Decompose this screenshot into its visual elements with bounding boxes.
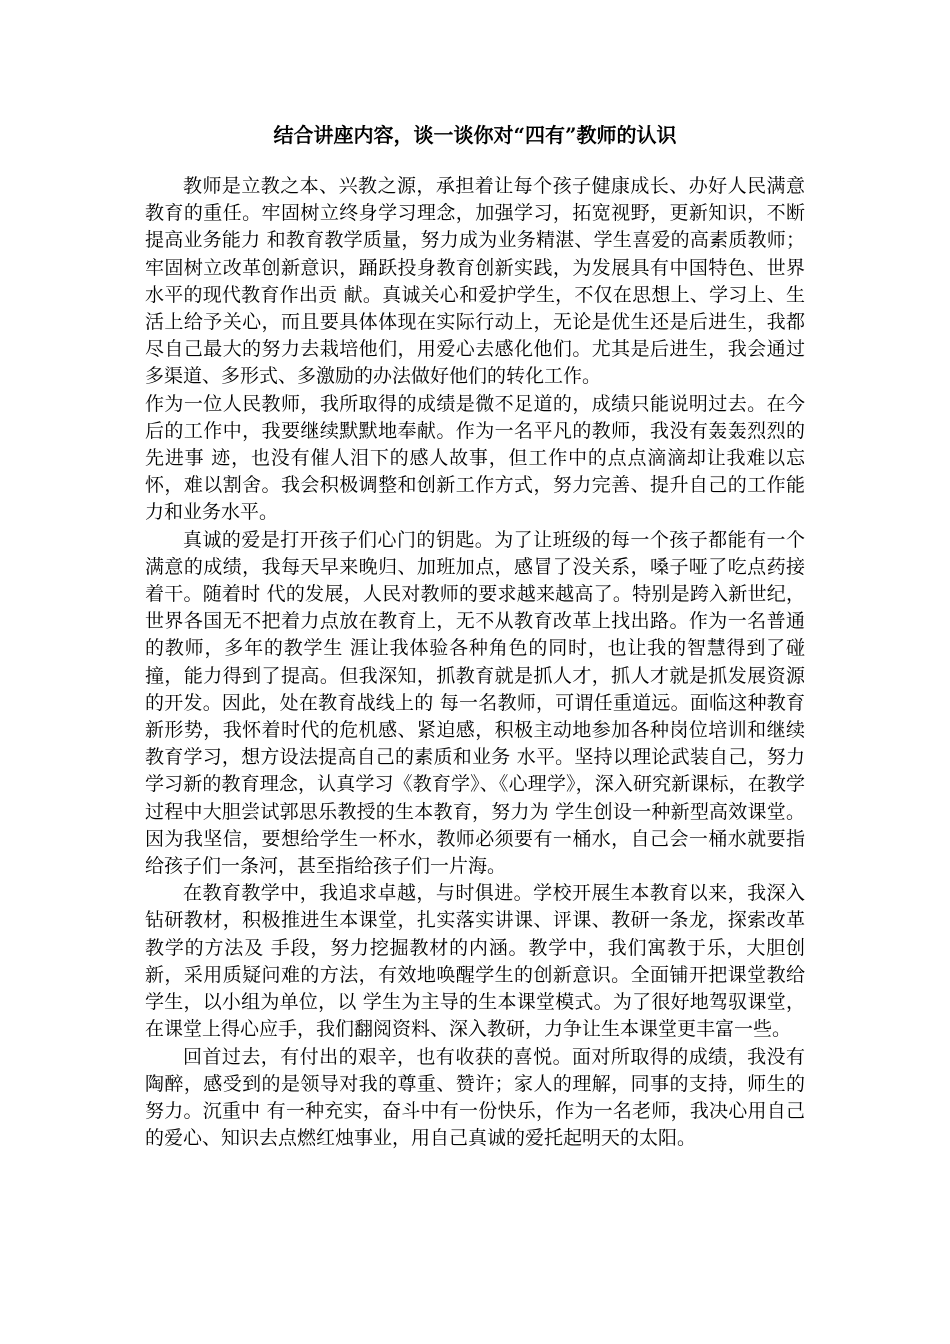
document-body xyxy=(145,173,805,1152)
paragraph: 作为一位人民教师，我所取得的成绩是微不足道的，成绩只能说明过去。在今后的工作中，我要继续默默地奉献。作为一名平凡的教师，我没有轰轰烈烈的先进事 迹，也没有催人泪下的感人故事，但工作中的点点滴滴却让我难以忘怀，难以割舍。我会积极调整和创新工作方式，努力完善、提升自己的工作能力和业务水平。 xyxy=(145,392,805,524)
document-title: 结合讲座内容，谈一谈你对“四有”教师的认识 xyxy=(273,123,677,147)
paragraph: 在教育教学中，我追求卓越，与时俱进。学校开展生本教育以来，我深入钻研教材，积极推进生本课堂，扎实落实讲课、评课、教研一条龙，探索改革教学的方法及 手段，努力挖掘教材的内涵。教学中，我们寓教于乐，大胆创新，采用质疑问难的方法，有效地唤醒学生的创新意识。全面铺开把课堂教给学生，以小组为单位，以 学生为主导的生本课堂模式。为了很好地驾驭课堂，在课堂上得心应手，我们翻阅资料、深入教研，力争让生本课堂更丰富一些。 xyxy=(145,882,805,1041)
paragraph: 回首过去，有付出的艰辛，也有收获的喜悦。面对所取得的成绩，我没有陶醉，感受到的是领导对我的尊重、赞许；家人的理解，同事的支持，师生的努力。沉重中 有一种充实，奋斗中有一份快乐，作为一名老师，我决心用自己的爱心、知识去点燃红烛事业，用自己真诚的爱托起明天的太阳。 xyxy=(145,1045,805,1150)
paragraph: 真诚的爱是打开孩子们心门的钥匙。为了让班级的每一个孩子都能有一个满意的成绩，我每天早来晚归、加班加点，感冒了没关系，嗓子哑了吃点药接着干。随着时 代的发展，人民对教师的要求越来越高了。特别是跨入新世纪，世界各国无不把着力点放在教育上，无不从教育改革上找出路。作为一名普通的教师，多年的教学生 涯让我体验各种角色的同时，也让我的智慧得到了碰撞，能力得到了提高。但我深知，抓教育就是抓人才，抓人才就是抓发展资源的开发。因此，处在教育战线上的 每一名教师，可谓任重道远。面临这种教育新形势，我怀着时代的危机感、紧迫感，积极主动地参加各种岗位培训和继续教育学习，想方设法提高自己的素质和业务 水平。坚持以理论武装自己，努力学习新的教育理念，认真学习《教育学》、《心理学》，深入研究新课标，在教学过程中大胆尝试郭思乐教授的生本教育，努力为 学生创设一种新型高效课堂。因为我坚信，要想给学生一杯水，教师必须要有一桶水，自己会一桶水就要指给孩子们一条河，甚至指给孩子们一片海。 xyxy=(145,528,805,878)
paragraph: 教师是立教之本、兴教之源，承担着让每个孩子健康成长、办好人民满意教育的重任。牢固树立终身学习理念，加强学习，拓宽视野，更新知识，不断提高业务能力 和教育教学质量，努力成为业务精湛、学生喜爱的高素质教师；牢固树立改革创新意识，踊跃投身教育创新实践，为发展具有中国特色、世界水平的现代教育作出贡 献。真诚关心和爱护学生，不仅在思想上、学习上、生活上给予关心，而且要具体体现在实际行动上，无论是优生还是后进生，我都尽自己最大的努力去栽培他们，用爱心去感化他们。尤其是后进生，我会通过多渠道、多形式、多激励的办法做好他们的转化工作。 xyxy=(145,175,805,388)
